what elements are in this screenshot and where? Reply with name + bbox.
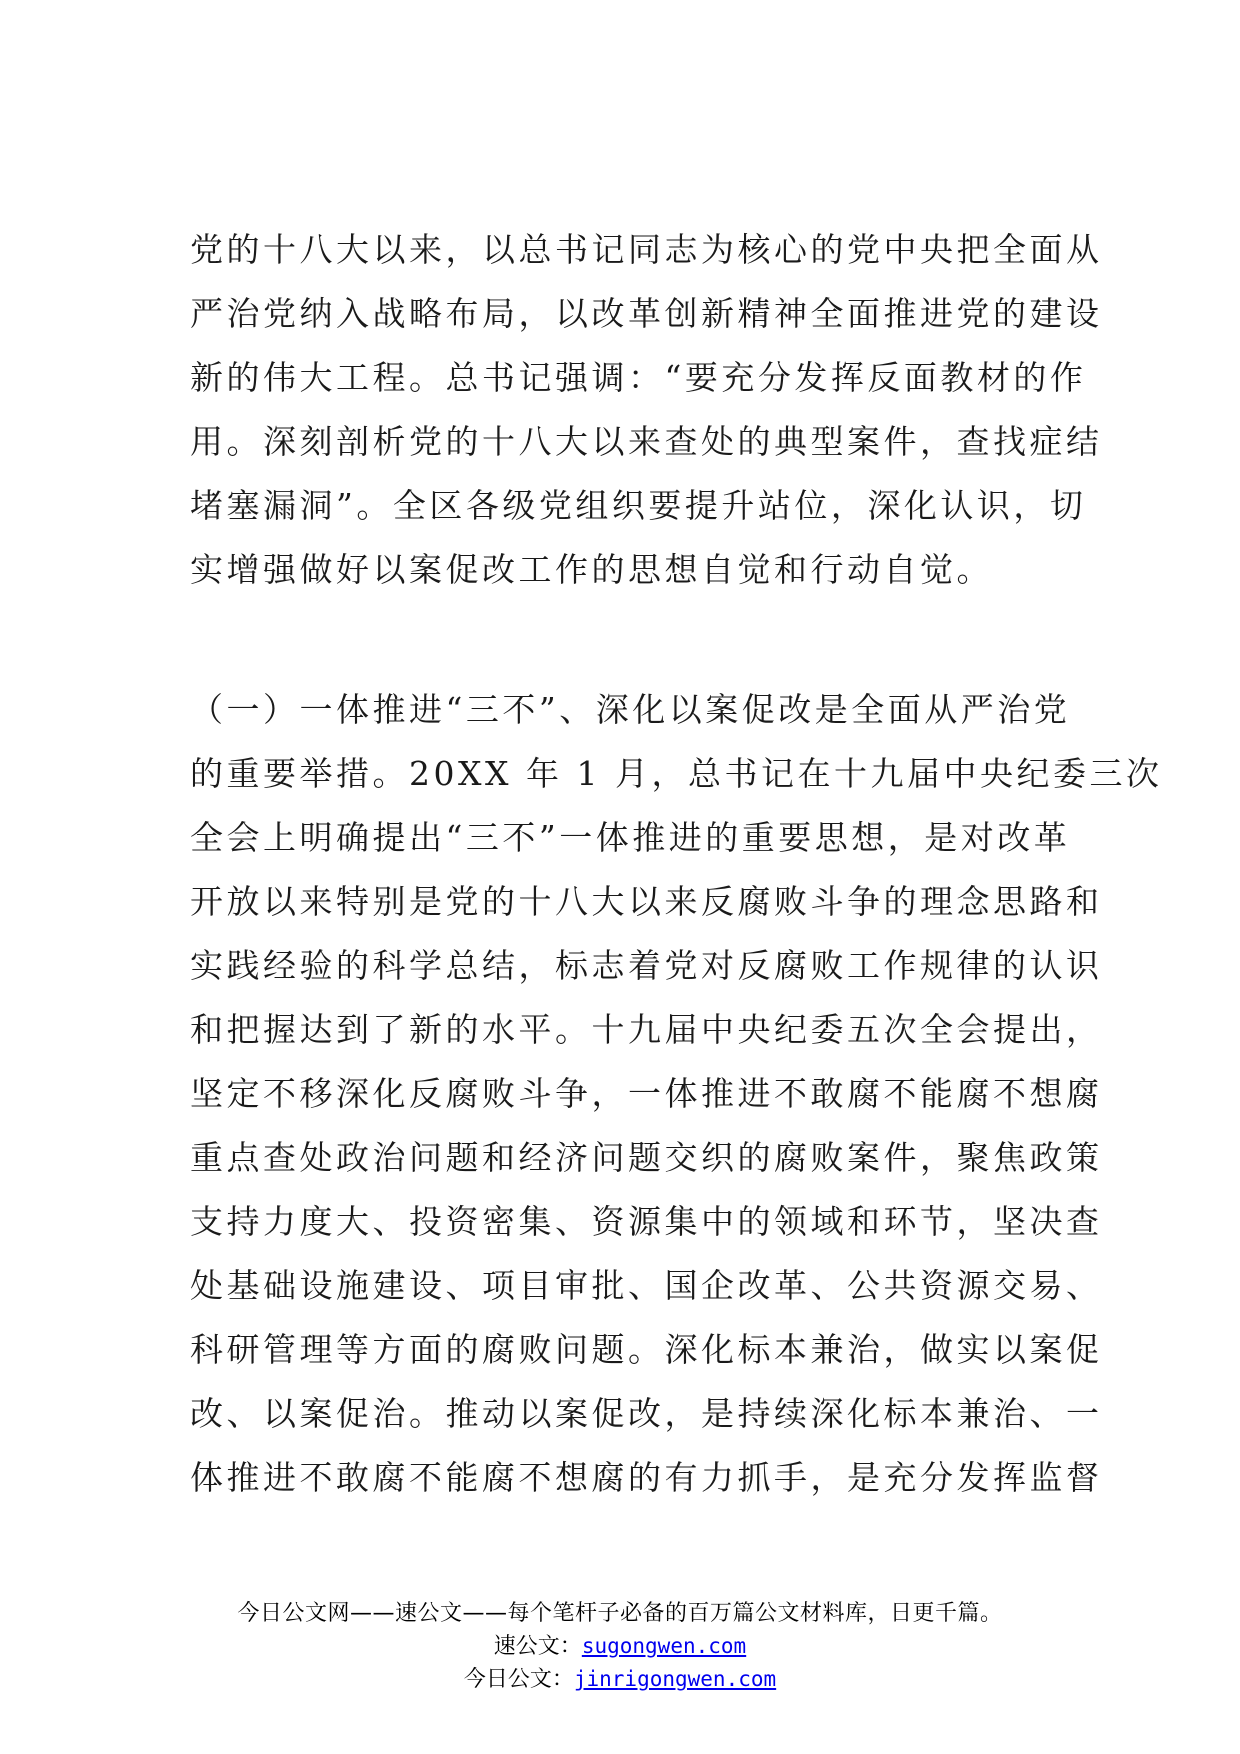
text-line: 全会上明确提出“三不”一体推进的重要思想，是对改革 — [190, 818, 1071, 857]
jinrigongwen-link[interactable]: jinrigongwen.com — [573, 1667, 777, 1691]
text-line: （一）一体推进“三不”、深化以案促改是全面从严治党 — [190, 690, 1071, 729]
footer-site-jinrigongwen — [0, 1663, 1240, 1696]
text-line: 处基础设施建设、项目审批、国企改革、公共资源交易、 — [190, 1266, 1103, 1305]
text-line: 实增强做好以案促改工作的思想自觉和行动自觉。 — [190, 550, 993, 589]
footer-site-label: 速公文： — [493, 1634, 582, 1659]
paragraph-section-one — [190, 678, 1163, 1510]
text-line: 严治党纳入战略布局，以改革创新精神全面推进党的建设 — [190, 294, 1103, 333]
text-line: 支持力度大、投资密集、资源集中的领域和环节，坚决查 — [190, 1202, 1103, 1241]
footer-site-label: 今日公文： — [463, 1667, 574, 1692]
text-line: 体推进不敢腐不能腐不想腐的有力抓手，是充分发挥监督 — [190, 1458, 1103, 1497]
text-line: 堵塞漏洞”。全区各级党组织要提升站位，深化认识，切 — [190, 486, 1087, 525]
text-line: 和把握达到了新的水平。十九届中央纪委五次全会提出， — [190, 1010, 1103, 1049]
sugongwen-link[interactable]: sugongwen.com — [581, 1634, 747, 1658]
text-line: 科研管理等方面的腐败问题。深化标本兼治，做实以案促 — [190, 1330, 1103, 1369]
text-line: 重点查处政治问题和经济问题交织的腐败案件，聚焦政策 — [190, 1138, 1103, 1177]
text-line: 新的伟大工程。总书记强调：“要充分发挥反面教材的作 — [190, 358, 1087, 397]
text-line: 坚定不移深化反腐败斗争，一体推进不敢腐不能腐不想腐 — [190, 1074, 1103, 1113]
text-line: 的重要举措。20XX 年 1 月，总书记在十九届中央纪委三次 — [190, 754, 1163, 793]
footer-site-sugongwen — [0, 1630, 1240, 1663]
text-line: 党的十八大以来，以总书记同志为核心的党中央把全面从 — [190, 230, 1103, 269]
text-line: 改、以案促治。推动以案促改，是持续深化标本兼治、一 — [190, 1394, 1103, 1433]
page-footer — [0, 1598, 1240, 1696]
text-line: 开放以来特别是党的十八大以来反腐败斗争的理念思路和 — [190, 882, 1103, 921]
paragraph-intro — [190, 218, 1103, 602]
text-line: 用。深刻剖析党的十八大以来查处的典型案件，查找症结 — [190, 422, 1103, 461]
footer-tagline: 今日公文网——速公文——每个笔杆子必备的百万篇公文材料库，日更千篇。 — [237, 1601, 1003, 1626]
text-line: 实践经验的科学总结，标志着党对反腐败工作规律的认识 — [190, 946, 1103, 985]
